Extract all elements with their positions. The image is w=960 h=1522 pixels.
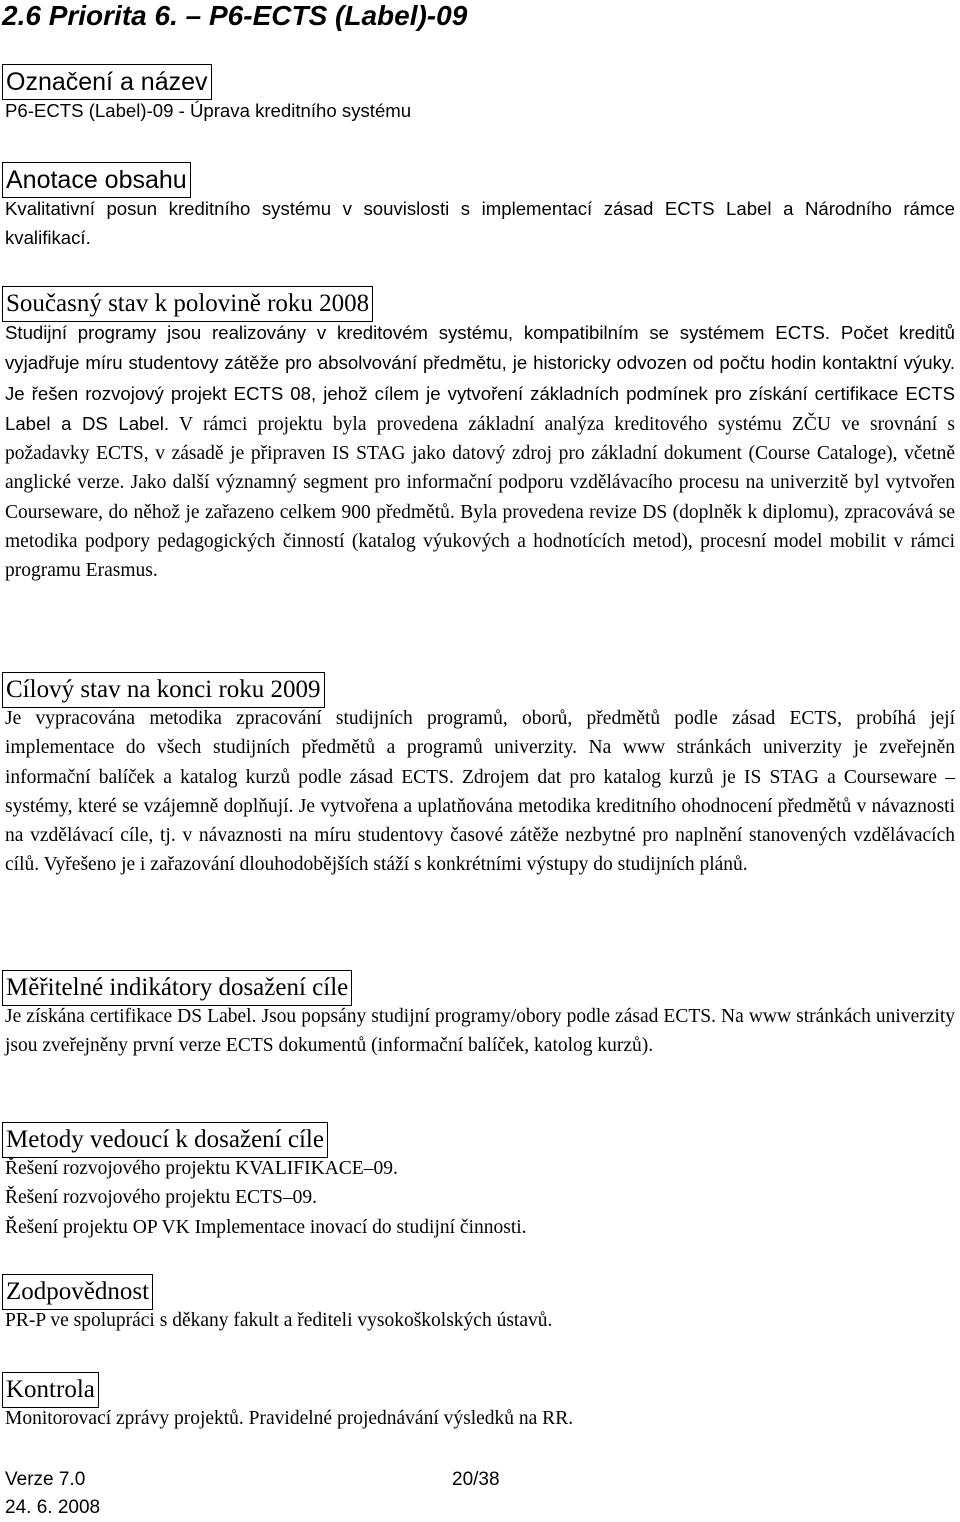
section-text: Je vypracována metodika zpracování studijních programů, oborů, předmětů podle zásad ECTS, probíhá její implementace do všech studijních předmětů a programů univerzity. Na www stránkách univerzity je zveřejněn informační balíček a katalog kurzů podle zásad ECTS. Zdrojem dat pro katalog kurzů je IS STAG a Courseware – systémy, které se vzájemně doplňují. Je vytvořena a uplatňována metodika kreditního ohodnocení předmětů v návaznosti na vzdělávací cíle, tj. v návaznosti na míru studentovy časové zátěže nezbytné pro naplnění stanovených vzdělávacích cílů. Vyřešeno je i zařazování dlouhodobějších stáží s konkrétními výstupy do studijních plánů. [5,708,955,876]
footer-page-number: 20/38 [452,1469,500,1490]
section-text-sans: Studijní programy jsou realizovány v kreditovém systému, kompatibilním se systémem ECTS. Počet kreditů vyjadřuje míru studentovy zátěže pro absolvování předmětu, je historicky odvozen od počtu hodin kontaktní výuky. Je řešen rozvojový projekt ECTS 08, jehož cílem je vytvoření základních podmínek pro získání certifikace ECTS Label a DS Label. [5,322,955,434]
section-text: Monitorovací zprávy projektů. Pravidelné projednávání výsledků na RR. [5,1408,574,1429]
method-line: Řešení rozvojového projektu ECTS–09. [5,1187,317,1209]
section-soucasny-stav [0,286,960,586]
section-text: Kvalitativní posun kreditního systému v souvislosti s implementací zásad ECTS Label a Národního rámce kvalifikací. [5,198,955,249]
section-zodpovednost [0,1274,960,1335]
section-title: Označení a název [2,64,212,100]
section-title: Zodpovědnost [2,1274,153,1310]
section-title: Metody vedoucí k dosažení cíle [2,1122,328,1158]
section-title: Kontrola [2,1372,99,1408]
section-title: Anotace obsahu [2,162,191,198]
section-kontrola [0,1372,960,1433]
section-anotace [0,162,960,253]
section-title: Cílový stav na konci roku 2009 [2,672,325,708]
footer-version: Verze 7.0 [5,1469,86,1490]
footer-date: 24. 6. 2008 [5,1497,101,1518]
method-line: Řešení rozvojového projektu KVALIFIKACE–09. [5,1158,398,1179]
method-line: Řešení projektu OP VK Implementace inovací do studijní činnosti. [5,1216,527,1238]
footer-version-date [5,1466,100,1522]
section-cilovy-stav [0,672,960,880]
section-title: Měřitelné indikátory dosažení cíle [2,970,352,1006]
section-text-serif: V rámci projektu byla provedena základní analýza kreditového systému ZČU ve srovnání s požadavky ECTS, v zásadě je připraven IS STAG jako datový zdroj pro základní dokument (Course Cataloge), včetně anglické verze. Jako další významný segment pro informační podporu vzdělávacího procesu na univerzitě byl vytvořen Courseware, do něhož je zařazeno celkem 900 předmětů. Byla provedena revize DS (doplněk k diplomu), zpracovává se metodika podpory pedagogických činností (katalog výukových a hodnotících metod), procesní model mobilit v rámci programu Erasmus. [5,413,956,582]
section-text: P6-ECTS (Label)-09 - Úprava kreditního systému [5,100,412,121]
section-text: Je získána certifikace DS Label. Jsou popsány studijní programy/obory podle zásad ECTS. Na www stránkách univerzity jsou zveřejněny první verze ECTS dokumentů (informační balíček, katolog kurzů). [5,1006,955,1057]
section-text [0,318,960,586]
section-oznaceni [0,64,960,125]
section-text: PR-P ve spolupráci s děkany fakult a řediteli vysokoškolských ústavů. [5,1310,553,1331]
section-metody [0,1122,960,1242]
section-meritelne-indikatory [0,970,960,1061]
section-heading: 2.6 Priorita 6. – P6-ECTS (Label)-09 [2,0,468,31]
section-title: Současný stav k polovině roku 2008 [2,286,373,322]
